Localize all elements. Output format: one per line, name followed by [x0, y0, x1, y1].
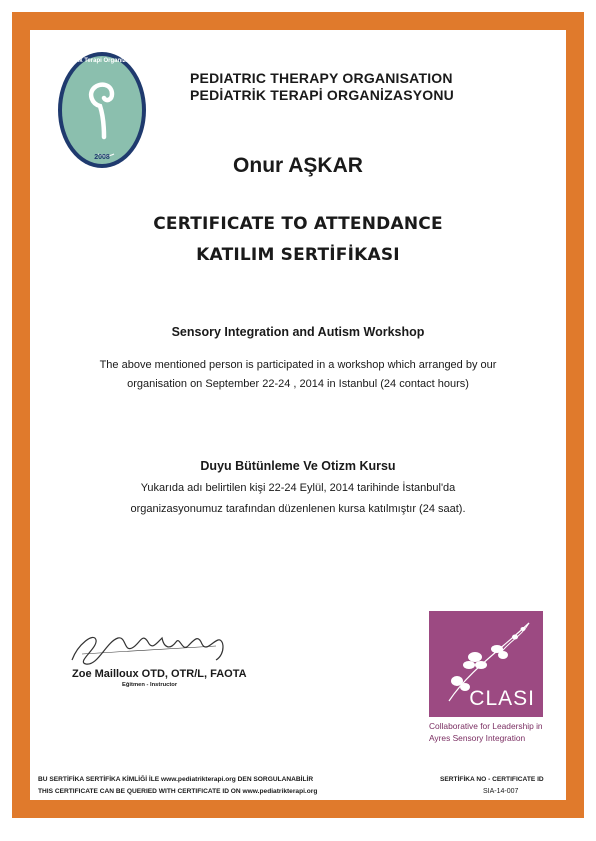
footer-query-en: THIS CERTIFICATE CAN BE QUERIED WITH CERTIFICATE ID ON www.pediatrikterapi.org: [38, 788, 318, 795]
instructor-signature: [66, 624, 236, 672]
certificate-id-label: SERTİFİKA NO - CERTIFICATE ID: [440, 776, 544, 783]
instructor-role: Eğitmen - Instructor: [122, 682, 178, 688]
footer-query-tr: BU SERTİFİKA SERTİFİKA KİMLİĞİ İLE www.pediatrikterapi.org DEN SORGULANABİLİR: [38, 776, 314, 783]
workshop-text-tr-line1: Yukarıda adı belirtilen kişi 22-24 Eylül, 2014 tarihinde İstanbul'da: [140, 482, 456, 494]
workshop-heading-tr: Duyu Bütünleme Ve Otizm Kursu: [200, 459, 396, 473]
organisation-name-en: PEDIATRIC THERAPY ORGANISATION: [190, 70, 453, 86]
workshop-text-en-line1: The above mentioned person is participated in a workshop which arranged by our: [99, 359, 497, 371]
recipient-name: Onur AŞKAR: [233, 154, 363, 177]
certificate-id-value: SIA-14-007: [483, 788, 519, 795]
organisation-name-tr: PEDİATRİK TERAPİ ORGANİZASYONU: [190, 87, 454, 103]
logo-year: 2008: [94, 154, 110, 161]
workshop-text-tr-line2: organizasyonumuz tarafından düzenlenen kursa katılmıştır (24 saat).: [130, 503, 466, 515]
instructor-name: Zoe Mailloux OTD, OTR/L, FAOTA: [72, 668, 247, 680]
clasi-tagline-line1: Collaborative for Leadership in: [429, 721, 543, 731]
organisation-logo: [54, 42, 150, 172]
clasi-logo: [429, 611, 543, 717]
clasi-tagline-line2: Ayres Sensory Integration: [429, 733, 526, 743]
workshop-heading-en: Sensory Integration and Autism Workshop: [171, 325, 425, 339]
workshop-text-en-line2: organisation on September 22-24 , 2014 in Istanbul (24 contact hours): [127, 378, 469, 390]
logo-arc-text: Pediatrik Terapi Organizasyonu: [57, 58, 147, 64]
certificate-title-tr: KATILIM SERTİFİKASI: [196, 245, 400, 265]
signature-scribble-icon: [66, 624, 236, 672]
clasi-wordmark: CLASI: [469, 687, 535, 710]
certificate-title-en: CERTIFICATE TO ATTENDANCE: [153, 214, 443, 234]
